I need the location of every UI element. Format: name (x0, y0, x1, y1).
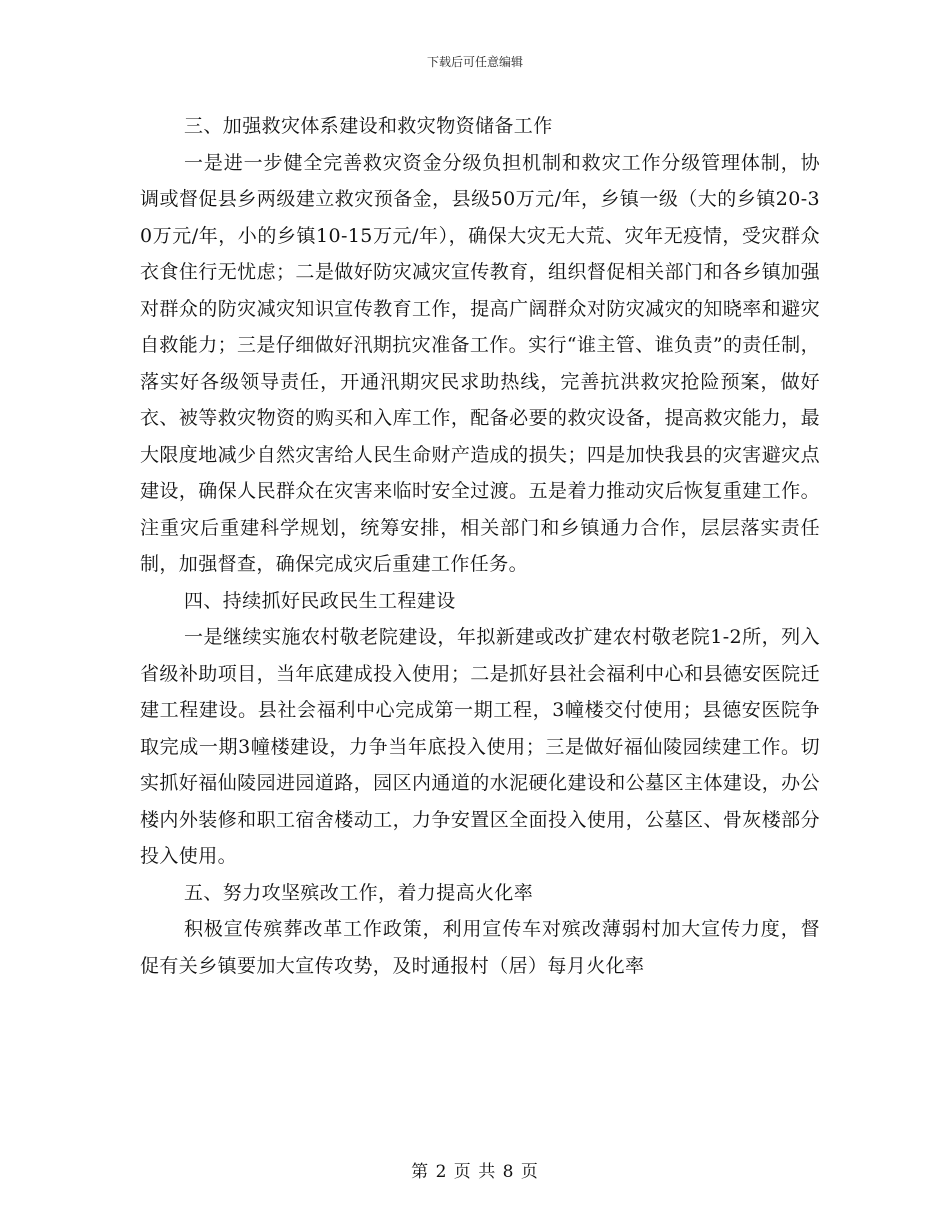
paragraph-funeral-reform: 积极宣传殡葬改革工作政策，利用宣传车对殡改薄弱村加大宣传力度，督促有关乡镇要加大宣传攻势，及时通报村（居）每月火化率 (140, 918, 820, 977)
section-heading-3: 三、加强救灾体系建设和救灾物资储备工作 (184, 115, 553, 137)
paragraph-livelihood-projects: 一是继续实施农村敬老院建设，年拟新建或改扩建农村敬老院1-2所，列入省级补助项目，当年底建成投入使用；二是抓好县社会福利中心和县德安医院迁建工程建设。县社会福利中心完成第一期工程，3幢楼交付使用；县德安医院争取完成一期3幢楼建设，力争当年底投入使用；三是做好福仙陵园续建工作。切实抓好福仙陵园进园道路，园区内通道的水泥硬化建设和公墓区主体建设，办公楼内外装修和职工宿舍楼动工，力争安置区全面投入使用，公墓区、骨灰楼部分投入使用。 (140, 626, 820, 867)
page-footer: 第 2 页 共 8 页 (411, 1162, 539, 1182)
section-heading-5: 五、努力攻坚殡改工作，着力提高火化率 (184, 881, 534, 904)
page-header: 下载后可任意编辑 (426, 55, 523, 69)
paragraph-disaster-relief: 一是进一步健全完善救灾资金分级负担机制和救灾工作分级管理体制，协调或督促县乡两级建立救灾预备金，县级50万元/年，乡镇一级（大的乡镇20-30万元/年，小的乡镇10-15万元/年），确保大灾无大荒、灾年无疫情，受灾群众衣食住行无忧虑；二是做好防灾减灾宣传教育，组织督促相关部门和各乡镇加强对群众的防灾减灾知识宣传教育工作，提高广阔群众对防灾减灾的知晓率和避灾自救能力；三是仔细做好汛期抗灾准备工作。实行“谁主管、谁负责”的责任制，落实好各级领导责任，开通汛期灾民求助热线，完善抗洪救灾抢险预案，做好衣、被等救灾物资的购买和入库工作，配备必要的救灾设备，提高救灾能力，最大限度地减少自然灾害给人民生命财产造成的损失；四是加快我县的灾害避灾点建设，确保人民群众在灾害来临时安全过渡。五是着力推动灾后恢复重建工作。注重灾后重建科学规划，统筹安排，相关部门和乡镇通力合作，层层落实责任制，加强督查，确保完成灾后重建工作任务。 (140, 151, 820, 575)
section-heading-4: 四、持续抓好民政民生工程建设 (184, 589, 456, 612)
document-body (140, 108, 820, 984)
